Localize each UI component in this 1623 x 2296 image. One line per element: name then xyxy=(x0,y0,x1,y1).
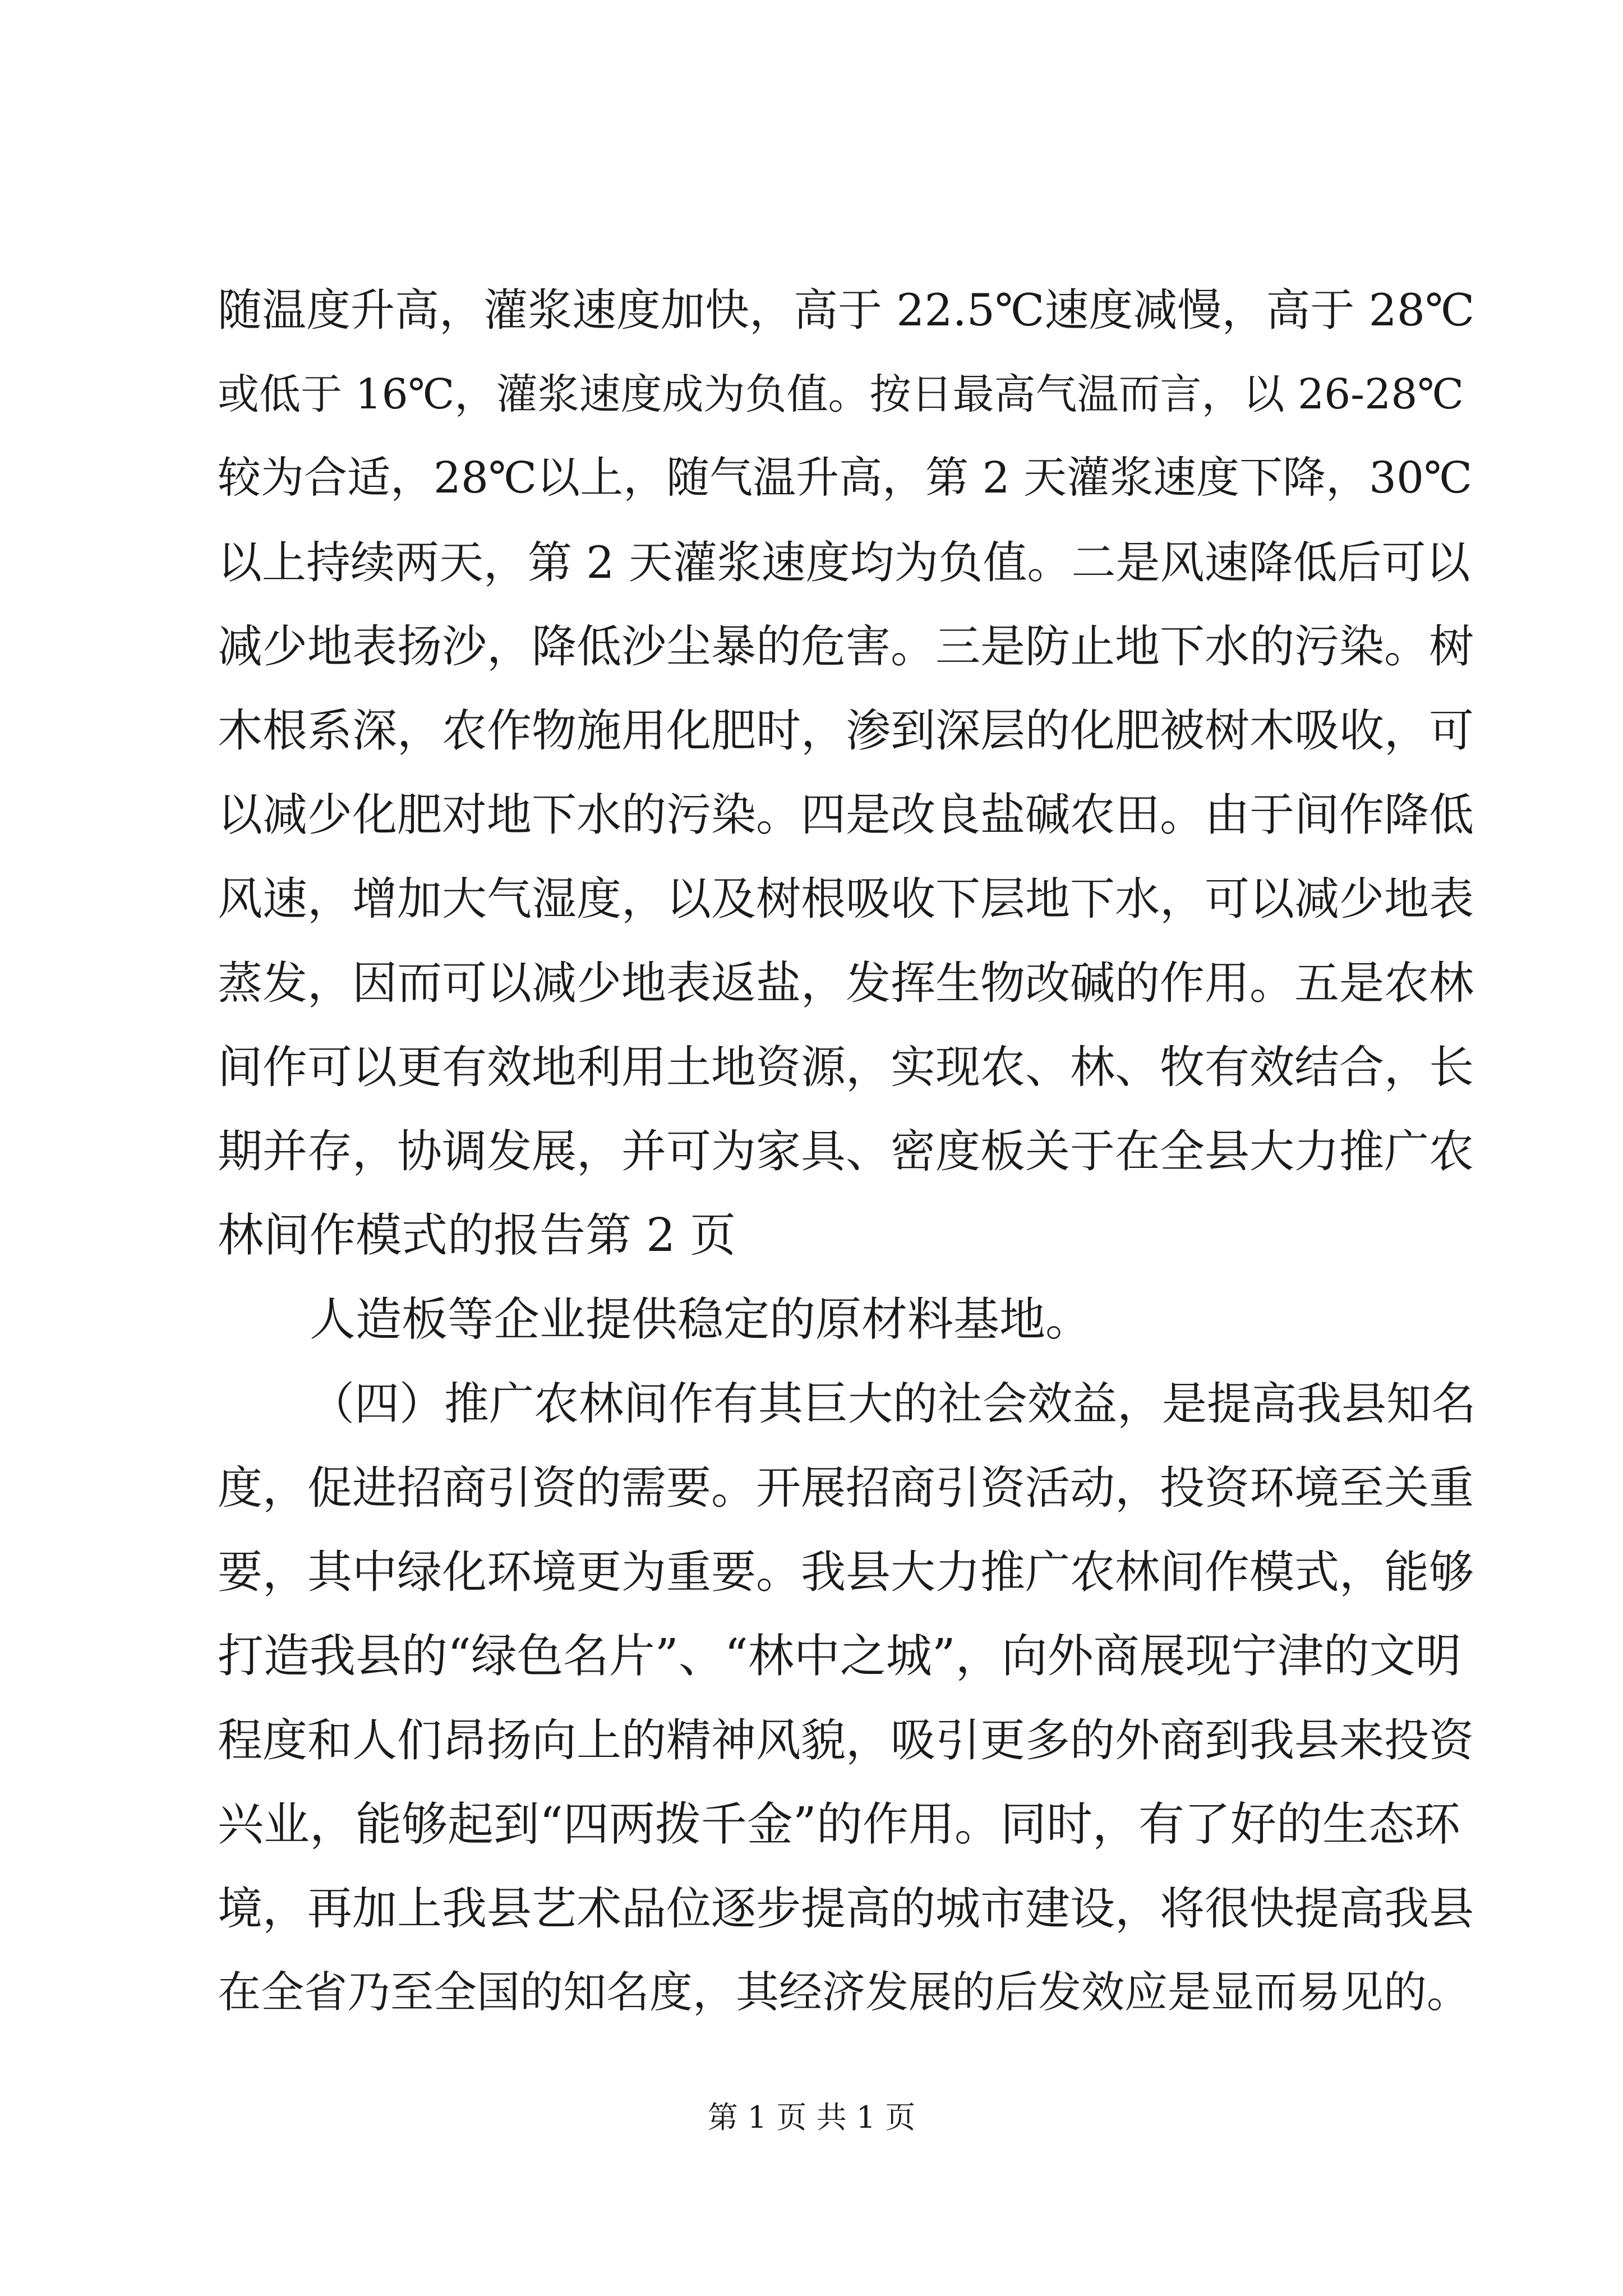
page-number-label: 第 1 页 共 1 页 xyxy=(707,2100,916,2135)
text-line: 打造我县的“绿色名片”、“林中之城”，向外商展现宁津的文明 xyxy=(218,1630,1461,1683)
text-line: 风速，增加大气湿度，以及树根吸收下层地下水，可以减少地表 xyxy=(218,873,1474,925)
paragraph-first-line: 人造板等企业提供稳定的原材料基地。 xyxy=(310,1293,1092,1346)
document-body xyxy=(218,268,1479,2035)
text-line: 减少地表扬沙，降低沙尘暴的危害。三是防止地下水的污染。树 xyxy=(218,620,1474,673)
text-line: 期并存，协调发展，并可为家具、密度板关于在全县大力推广农 xyxy=(218,1125,1474,1177)
text-line: 林间作模式的报告第 2 页 xyxy=(218,1209,736,1262)
paragraph-first-line: （四）推广农林间作有其巨大的社会效益，是提高我县知名 xyxy=(310,1378,1476,1430)
text-line: 兴业，能够起到“四两拨千金”的作用。同时，有了好的生态环 xyxy=(218,1798,1460,1851)
text-line: 以减少化肥对地下水的污染。四是改良盐碱农田。由于间作降低 xyxy=(218,789,1474,841)
text-line: 度，促进招商引资的需要。开展招商引资活动，投资环境至关重 xyxy=(218,1462,1474,1514)
page-footer xyxy=(0,2095,1623,2140)
text-line: 木根系深，农作物施用化肥时，渗到深层的化肥被树木吸收，可 xyxy=(218,705,1474,757)
text-line: 以上持续两天，第 2 天灌浆速度均为负值。二是风速降低后可以 xyxy=(218,537,1470,588)
text-line: 在全省乃至全国的知名度，其经济发展的后发效应是显而易见的。 xyxy=(218,1968,1470,2018)
text-line: 程度和人们昂扬向上的精神风貌，吸引更多的外商到我县来投资 xyxy=(218,1714,1474,1766)
text-line: 要，其中绿化环境更为重要。我县大力推广农林间作模式，能够 xyxy=(218,1546,1474,1598)
text-line: 较为合适，28℃以上，随气温升高，第 2 天灌浆速度下降，30℃ xyxy=(218,453,1473,503)
text-line: 蒸发，因而可以减少地表返盐，发挥生物改碱的作用。五是农林 xyxy=(218,957,1474,1009)
text-line: 随温度升高，灌浆速度加快，高于 22.5℃速度减慢，高于 28℃ xyxy=(218,284,1475,336)
text-line: 间作可以更有效地利用土地资源，实现农、林、牧有效结合，长 xyxy=(218,1041,1474,1093)
text-line: 或低于 16℃，灌浆速度成为负值。按日最高气温而言，以 26-28℃ xyxy=(218,370,1464,418)
text-line: 境，再加上我县艺术品位逐步提高的城市建设，将很快提高我县 xyxy=(218,1883,1474,1935)
